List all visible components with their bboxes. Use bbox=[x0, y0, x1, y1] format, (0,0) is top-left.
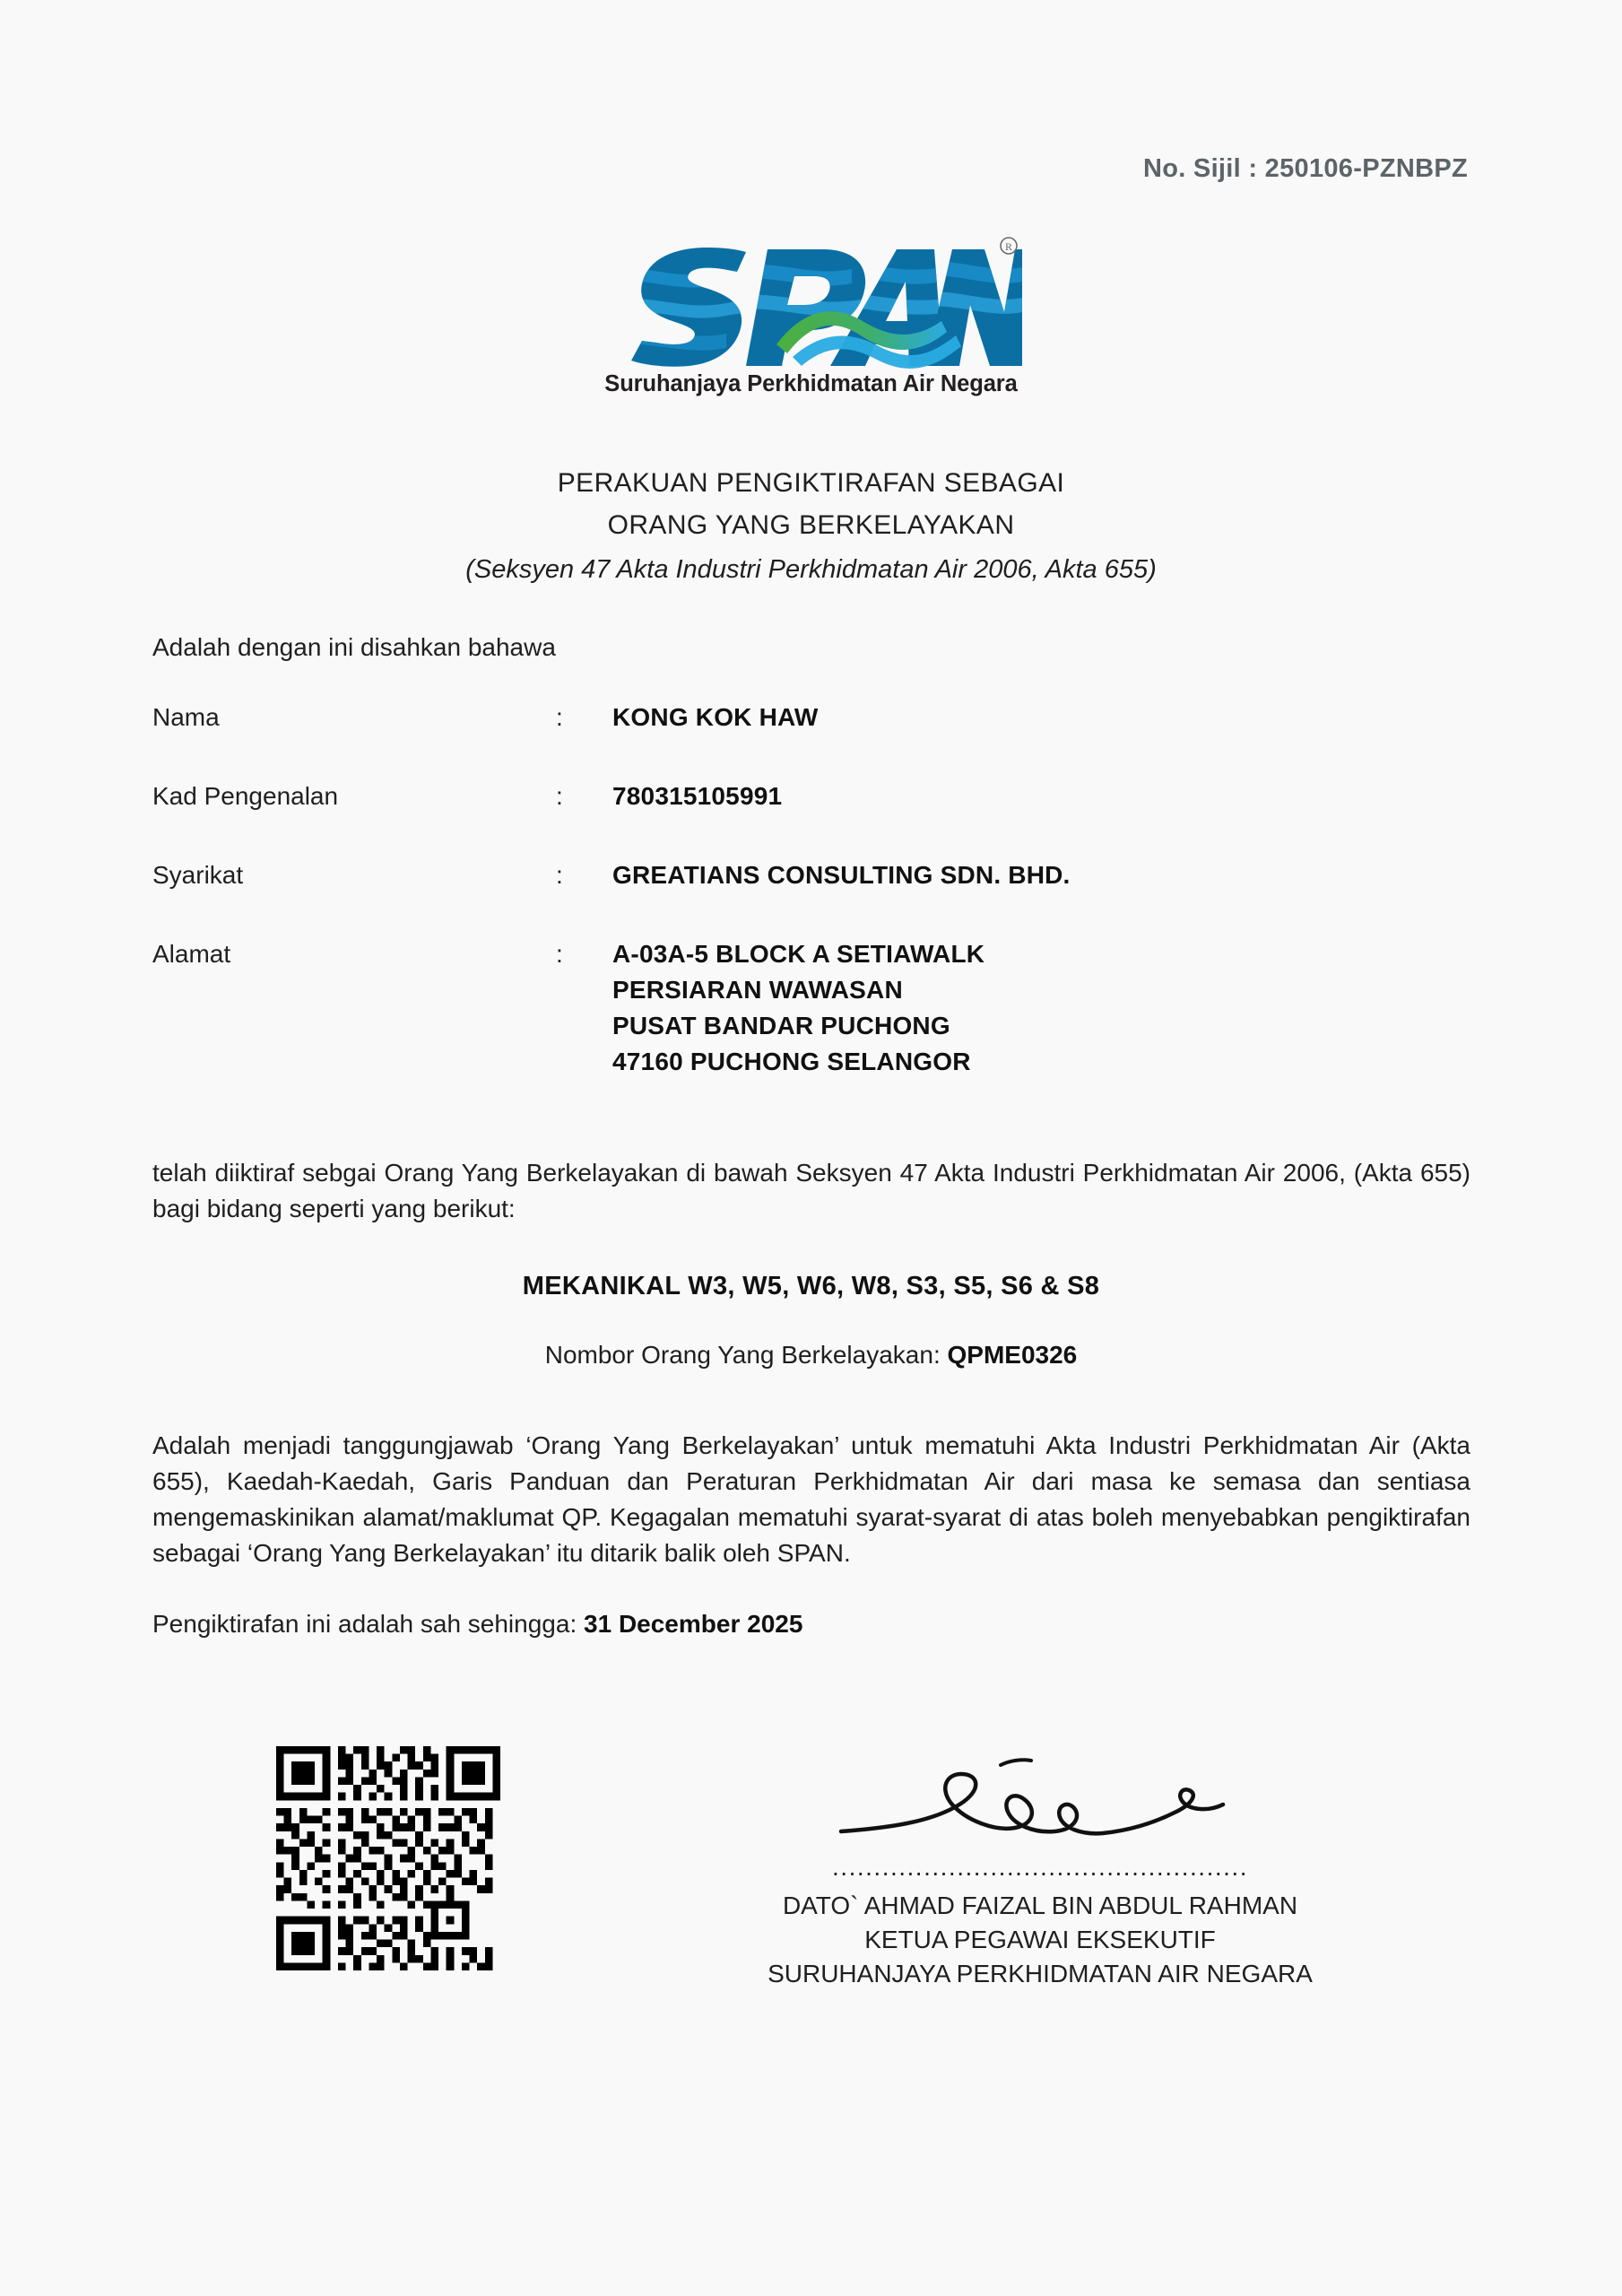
certificate-number: No. Sijil : 250106-PZNBPZ bbox=[1142, 154, 1468, 183]
qp-number-value: QPME0326 bbox=[947, 1341, 1078, 1369]
value-syarikat: GREATIANS CONSULTING SDN. BHD. bbox=[612, 861, 1071, 889]
title-line-1: PERAKUAN PENGIKTIRAFAN SEBAGAI bbox=[557, 468, 1065, 498]
address-line: A-03A-5 BLOCK A SETIAWALK bbox=[612, 940, 985, 968]
value-alamat bbox=[612, 936, 984, 1080]
validity-label: Pengiktirafan ini adalah sah sehingga: bbox=[152, 1610, 585, 1638]
signatory-name: DATO` AHMAD FAIZAL BIN ABDUL RAHMAN bbox=[782, 1892, 1298, 1919]
span-logo bbox=[0, 235, 1622, 397]
colon-syarikat: : bbox=[556, 861, 563, 889]
title-line-2: ORANG YANG BERKELAYAKAN bbox=[607, 510, 1015, 540]
title-subtitle: (Seksyen 47 Akta Industri Perkhidmatan Air 2006, Akta 655) bbox=[465, 555, 1157, 584]
validity-date: 31 December 2025 bbox=[584, 1610, 803, 1638]
span-wordmark-icon bbox=[601, 235, 1022, 370]
validity-line bbox=[152, 1610, 802, 1639]
field-row-address bbox=[152, 936, 1470, 1080]
intro-text: Adalah dengan ini disahkan bahawa bbox=[152, 633, 556, 661]
field-row-name bbox=[152, 700, 1470, 735]
colon-kad-pengenalan: : bbox=[556, 782, 563, 810]
address-line: 47160 PUCHONG SELANGOR bbox=[612, 1048, 971, 1075]
qp-number-label: Nombor Orang Yang Berkelayakan: bbox=[544, 1341, 948, 1369]
registered-trademark-icon bbox=[1001, 238, 1017, 254]
signatory-role: KETUA PEGAWAI EKSEKUTIF bbox=[864, 1926, 1216, 1953]
label-nama: Nama bbox=[152, 703, 220, 731]
responsibility-paragraph: Adalah menjadi tanggungjawab ‘Orang Yang Berkelayakan’ untuk mematuhi Akta Industri Perkhidmatan Air (Akta 655), Kaedah-Kaedah, Garis Panduan dan Peraturan Perkhidmatan Air dari masa ke semasa dan sentiasa mengemaskinikan alamat/maklumat QP. Kegagalan mematuhi syarat-syarat di atas boleh menyebabkan pengiktirafan sebagai ‘Orang Yang Berkelayakan’ itu ditarik balik oleh SPAN. bbox=[152, 1431, 1470, 1567]
scope-of-recognition: MEKANIKAL W3, W5, W6, W8, S3, S5, S6 & S8 bbox=[522, 1272, 1100, 1300]
address-line: PERSIARAN WAWASAN bbox=[612, 976, 903, 1004]
certificate-title bbox=[0, 462, 1622, 593]
signature-dotted-line: .................................................. bbox=[832, 1855, 1248, 1880]
colon-alamat: : bbox=[556, 940, 563, 968]
value-kad-pengenalan: 780315105991 bbox=[612, 782, 783, 810]
label-alamat: Alamat bbox=[152, 940, 231, 968]
span-tagline: Suruhanjaya Perkhidmatan Air Negara bbox=[604, 371, 1018, 396]
field-row-ic bbox=[152, 778, 1470, 814]
value-nama: KONG KOK HAW bbox=[612, 703, 819, 731]
signatory-organisation: SURUHANJAYA PERKHIDMATAN AIR NEGARA bbox=[768, 1960, 1313, 1987]
address-line: PUSAT BANDAR PUCHONG bbox=[612, 1012, 950, 1039]
qp-number-line bbox=[0, 1341, 1622, 1370]
signature-icon bbox=[735, 1749, 1345, 1855]
field-row-company bbox=[152, 857, 1470, 893]
recognition-paragraph: telah diiktiraf sebgai Orang Yang Berkelayakan di bawah Seksyen 47 Akta Industri Perkhidmatan Air 2006, (Akta 655) bagi bidang seperti yang berikut: bbox=[152, 1159, 1470, 1222]
label-syarikat: Syarikat bbox=[152, 861, 244, 889]
details-table bbox=[152, 700, 1470, 1123]
svg-text:R: R bbox=[1004, 240, 1012, 253]
signature-block bbox=[735, 1749, 1345, 1991]
colon-nama: : bbox=[556, 703, 563, 731]
label-kad-pengenalan: Kad Pengenalan bbox=[152, 782, 339, 810]
qr-code[interactable] bbox=[276, 1746, 500, 1970]
